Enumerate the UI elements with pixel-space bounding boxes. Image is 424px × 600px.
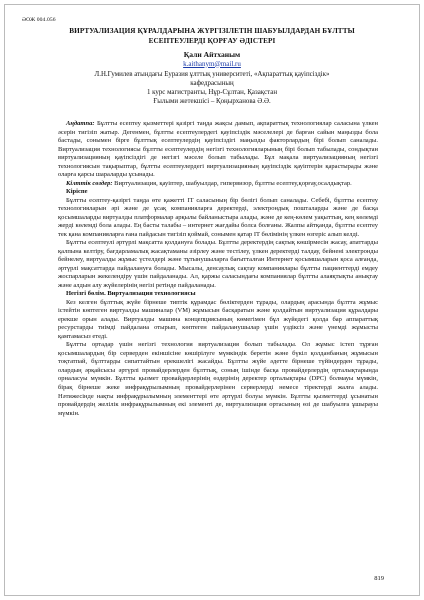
udc-code: ӘОЖ 004.056 — [22, 17, 56, 23]
section-heading: Негізгі бөлім. Виртуализация технологиясы — [66, 290, 196, 298]
abstract-text: Бұлтты есептеу қызметтері қазіргі таңда жақсы дамып, ақпараттық технологиялар саласына үлкен әсерін тигізіп жатыр. Дегенмен, бұлтты есептеулердегі қауіпсіздік мәселелері де барған сайын маңызды бола бастады, сонымен бірге бұлттық есептеулердің қауіпсіздігі маңызды факторлардың бірі болып саналады. Виртуализация технологиясы бұлтты есептеулердің негізгі технологияларының бірі болып табылады, сондықтан виртуализацияның қауіпсіздігі де негізгі мәселе болып табылады. Бұл мақала виртуализацияның негізгі технологиясын тақырыптар, бұлтты есептеулердегі виртуализацияның қауіпсіздік қауіптерін қарастырады және оларға қарсы шараларды ұсынады. — [58, 120, 378, 179]
keywords-text: Виртуализация, қауіптер, шабуылдар, гипервизор, бұлтты есептеу,қорғау,осалдықтар. — [114, 179, 352, 187]
abstract — [58, 120, 378, 180]
keywords — [58, 180, 378, 189]
page-number: 819 — [374, 575, 384, 582]
section-paragraph: Бұлтты ортадар үшін негізгі технология виртуализация болып табылады. Ол жұмыс істеп тұрған қосымшалардың бір серверден екіншісіне көшірілуге мүмкіндік беретін және бүкіл қолданбаның жұмысын тоқтатпай, бұлттарды сипаттайтын ерекшелігі жасайды. Бұлтты жүйе әдетте бірнеше түйіндерден тұрады, олардың әрқайсысы әртүрлі провайдерлерден бұлттық, соның ішінде басқа провайдерлердің орталықтарында орналасуы мүмкін. Бұлтты қызмет провайдерлерінің өздерінің деректер орталықтары (DPC) болмауы мүмкін, бірақ бірнеше жеке инфрақұрылымның провайдерлерінен серверлерді немесе тіректерді жалға алады. Нәтижесінде нақты инфрақұрылымның элементтері өте әртүрлі болуы мүмкін. Бұлтты қызметтерді ұсынатын провайдердің желілік инфрақұрылымның екі элементі де, виртуализация ортасының өзі де шабуылға ұшырауы мүмкін. — [58, 341, 378, 417]
author-email-link[interactable]: k.aithanym@mail.ru — [183, 59, 241, 68]
affiliation-line: кафедрасының — [190, 80, 234, 87]
keywords-label: Кілттік сөздер: — [66, 179, 113, 187]
affiliation-line: Л.Н.Гумилев атындағы Еуразия ұлттық университеті, «Ақпараттық қауіпсіздік» — [94, 71, 330, 78]
intro-paragraph: Бұлтты есептеу-қазіргі таңда өте қажетті IT саласының бір бөлігі болып саналады. Себебі, бұлтты есептеу технологияларын әрі және де ұсақ компанияларға деректерді, электрондық пошталарды және де басқа қосымшаларды виртуалды платформалар арқылы байланыстыра алады, және де кең-көлем уақыттың, кең көлемді жерді көлемді бола алады. Ең басты талабы – интернет жағдайы болса болғаны. Жалпы айтқанда, бұлтты есептеу тек қана компанияларға ғана пайдасын тигізіп қоймай, сонымен қатар IT бөлімінің үлкен өзгеріс алып келді. — [58, 196, 378, 238]
affiliation-line: Ғылыми жетекшісі – Қоңырханова Ә.Ә. — [153, 97, 271, 105]
affiliation-line: 1 курс магистранты, Нұр-Сұлтан, Қазақстан — [146, 89, 278, 96]
paper-body — [58, 120, 378, 418]
author-name: Қали Айтханым — [183, 50, 241, 59]
section-paragraph: Кез келген бұлттық жүйе бірнеше типтік құрамдас бөліктерден тұрады, олардың арасында бұлтта жұмыс істейтін көптеген виртуалды машиналар (VM) жұмысын басқаратын және қолдайтын виртуализация құралдары ерекше орын алады. Виртуалды машина концепциясының көмегімен бұл жүйедегі қолда бар аппараттық ресурстарды тиімді пайдалана отырып, көптеген пайдаланушылар үшін үздіксіз және үнемді жұмысты қамтамасыз етеді. — [58, 298, 378, 340]
abstract-label: Аңдатпа: — [66, 120, 95, 127]
paper-title: ВИРТУАЛИЗАЦИЯ ҚҰРАЛДАРЫНА ЖҮРГІЗІЛЕТІН ШАБУЫЛДАРДАН БҰЛТТЫ ЕСЕПТЕУЛЕРДІ ҚОРҒАУ ӘДІСТЕРІ — [69, 27, 355, 45]
intro-heading: Кіріспе — [66, 188, 88, 196]
intro-paragraph: Бұлтты есептеулі әртүрлі мақсатта қолдануға болады. Бұлтты деректердің сақтық көшірмесін жасау, апаттарды қалпына келтіру, бағдарламалық жасақтаманы әзірлеу және тестілеу, үлкен деректерді талдау, бейнені электронды бейнелеу, виртуалды жұмыс үстелдері және тұтынушыларға бағытталған Интернет қосымшаларын қоса алғанда, әртүрлі мақсаттарда пайдалануға болады. Мысалы, денсаулық сақтау компаниялары бұлтты пациенттерді емдеу жоспарларын жекелендіру үшін пайдаланады. Ал, қаржы саласындағы компаниялар бұлтты алаяқтықты анықтау және алдын алу жүйелерінің негізі ретінде пайдаланады. — [58, 239, 378, 289]
